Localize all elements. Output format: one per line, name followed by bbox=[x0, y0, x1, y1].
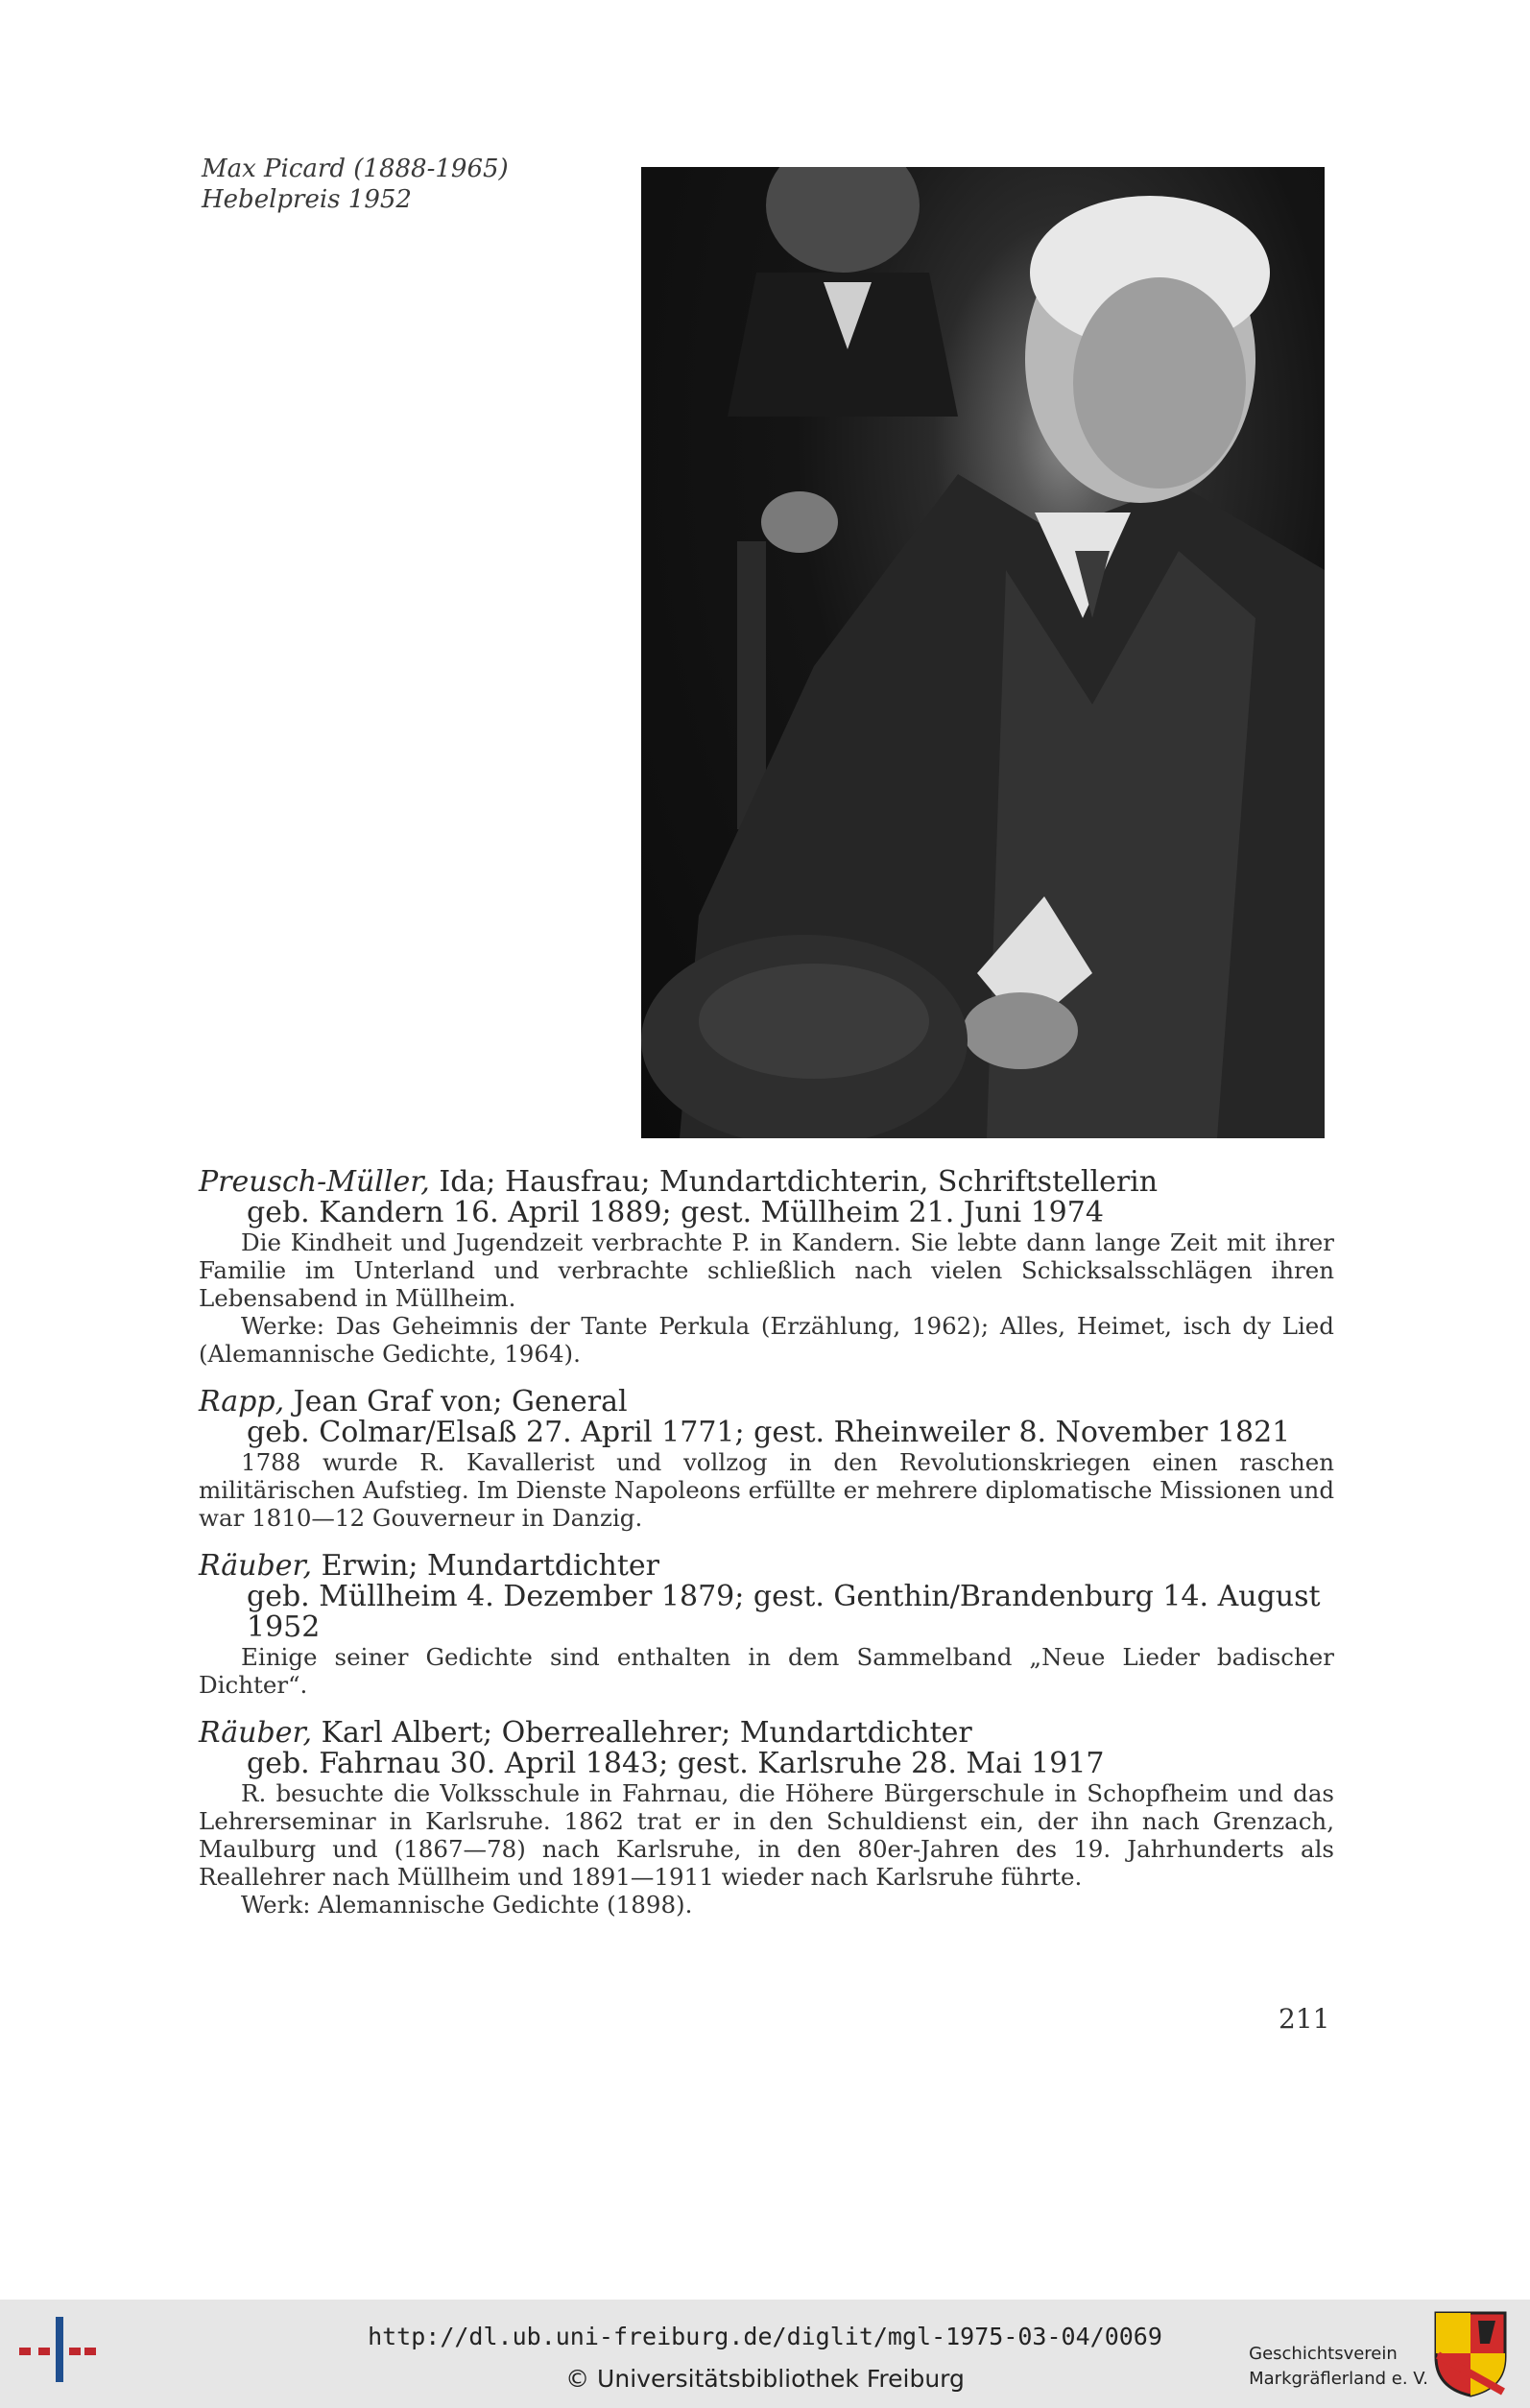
entry-text: Einige seiner Gedichte sind enthalten in dem Sammelband „Neue Lieder badischer Dichter“. bbox=[199, 1643, 1334, 1699]
entry-dates: geb. Fahrnau 30. April 1843; gest. Karlsruhe 28. Mai 1917 bbox=[247, 1747, 1105, 1780]
viewer-footer bbox=[0, 2300, 1530, 2408]
entry-surname: Rapp, bbox=[199, 1385, 285, 1419]
entry-surname: Räuber, bbox=[199, 1716, 313, 1750]
copyright-notice: © Universitätsbibliothek Freiburg bbox=[565, 2365, 965, 2393]
entry-works: Werke: Das Geheimnis der Tante Perkula (Erzählung, 1962); Alles, Heimet, isch dy Lied (Alemannische Gedichte, 1964). bbox=[199, 1312, 1334, 1368]
society-line-2: Markgräflerland e. V. bbox=[1249, 2369, 1428, 2389]
entry-raeuber-erwin bbox=[199, 1551, 1334, 1699]
society-name bbox=[1249, 2342, 1428, 2392]
biography-entries bbox=[199, 1167, 1334, 1938]
entry-heading bbox=[199, 1167, 1334, 1198]
entry-description: Erwin; Mundartdichter bbox=[312, 1549, 659, 1583]
photo-caption bbox=[202, 154, 509, 215]
page-number: 211 bbox=[1279, 2003, 1330, 2035]
entry-works: Werk: Alemannische Gedichte (1898). bbox=[241, 1891, 693, 1919]
entry-raeuber-karl bbox=[199, 1718, 1334, 1919]
caption-name: Max Picard (1888-1965) bbox=[202, 155, 509, 183]
entry-description: Ida; Hausfrau; Mundartdichterin, Schriftstellerin bbox=[429, 1165, 1159, 1199]
entry-heading bbox=[199, 1551, 1334, 1582]
document-url-link[interactable]: http://dl.ub.uni-freiburg.de/diglit/mgl-1975-03-04/0069 bbox=[368, 2323, 1162, 2350]
entry-rapp bbox=[199, 1387, 1334, 1532]
entry-dates: geb. Kandern 16. April 1889; gest. Müllheim 21. Juni 1974 bbox=[247, 1196, 1104, 1229]
society-line-1: Geschichtsverein bbox=[1249, 2344, 1398, 2364]
coat-of-arms-icon bbox=[1432, 2309, 1509, 2401]
entry-dates: geb. Colmar/Elsaß 27. April 1771; gest. Rheinweiler 8. November 1821 bbox=[247, 1416, 1291, 1449]
caption-award: Hebelpreis 1952 bbox=[202, 185, 412, 214]
entry-text: Die Kindheit und Jugendzeit verbrachte P. in Kandern. Sie lebte dann lange Zeit mit ihrer Familie im Unterland und verbrachte schließlich nach vielen Schicksalsschlägen ihren Lebensabend in Müllheim. bbox=[199, 1228, 1334, 1312]
entry-description: Karl Albert; Oberreallehrer; Mundartdichter bbox=[312, 1716, 972, 1750]
entry-surname: Preusch-Müller, bbox=[199, 1165, 430, 1199]
entry-heading bbox=[199, 1718, 1334, 1749]
entry-text: R. besuchte die Volksschule in Fahrnau, die Höhere Bürgerschule in Schopfheim und das Lehrerseminar in Karlsruhe. 1862 trat er in den Schuldienst ein, der ihn nach Grenzach, Maulburg und (1867—78) nach Karlsruhe, in den 80er-Jahren des 19. Jahrhunderts als Reallehrer nach Müllheim und 1891—1911 wieder nach Karlsruhe führte. bbox=[199, 1779, 1334, 1891]
entry-text: 1788 wurde R. Kavallerist und vollzog in den Revolutionskriegen einen raschen militärischen Aufstieg. Im Dienste Napoleons erfüllte er mehrere diplomatische Missionen und war 1810—12 Gouverneur in Danzig. bbox=[199, 1448, 1334, 1532]
portrait-illustration bbox=[641, 167, 1325, 1138]
entry-heading bbox=[199, 1387, 1334, 1418]
entry-preusch-mueller bbox=[199, 1167, 1334, 1368]
entry-description: Jean Graf von; General bbox=[284, 1385, 628, 1419]
entry-surname: Räuber, bbox=[199, 1549, 313, 1583]
entry-dates: geb. Müllheim 4. Dezember 1879; gest. Genthin/Brandenburg 14. August 1952 bbox=[247, 1580, 1321, 1644]
portrait-photo bbox=[641, 167, 1325, 1138]
